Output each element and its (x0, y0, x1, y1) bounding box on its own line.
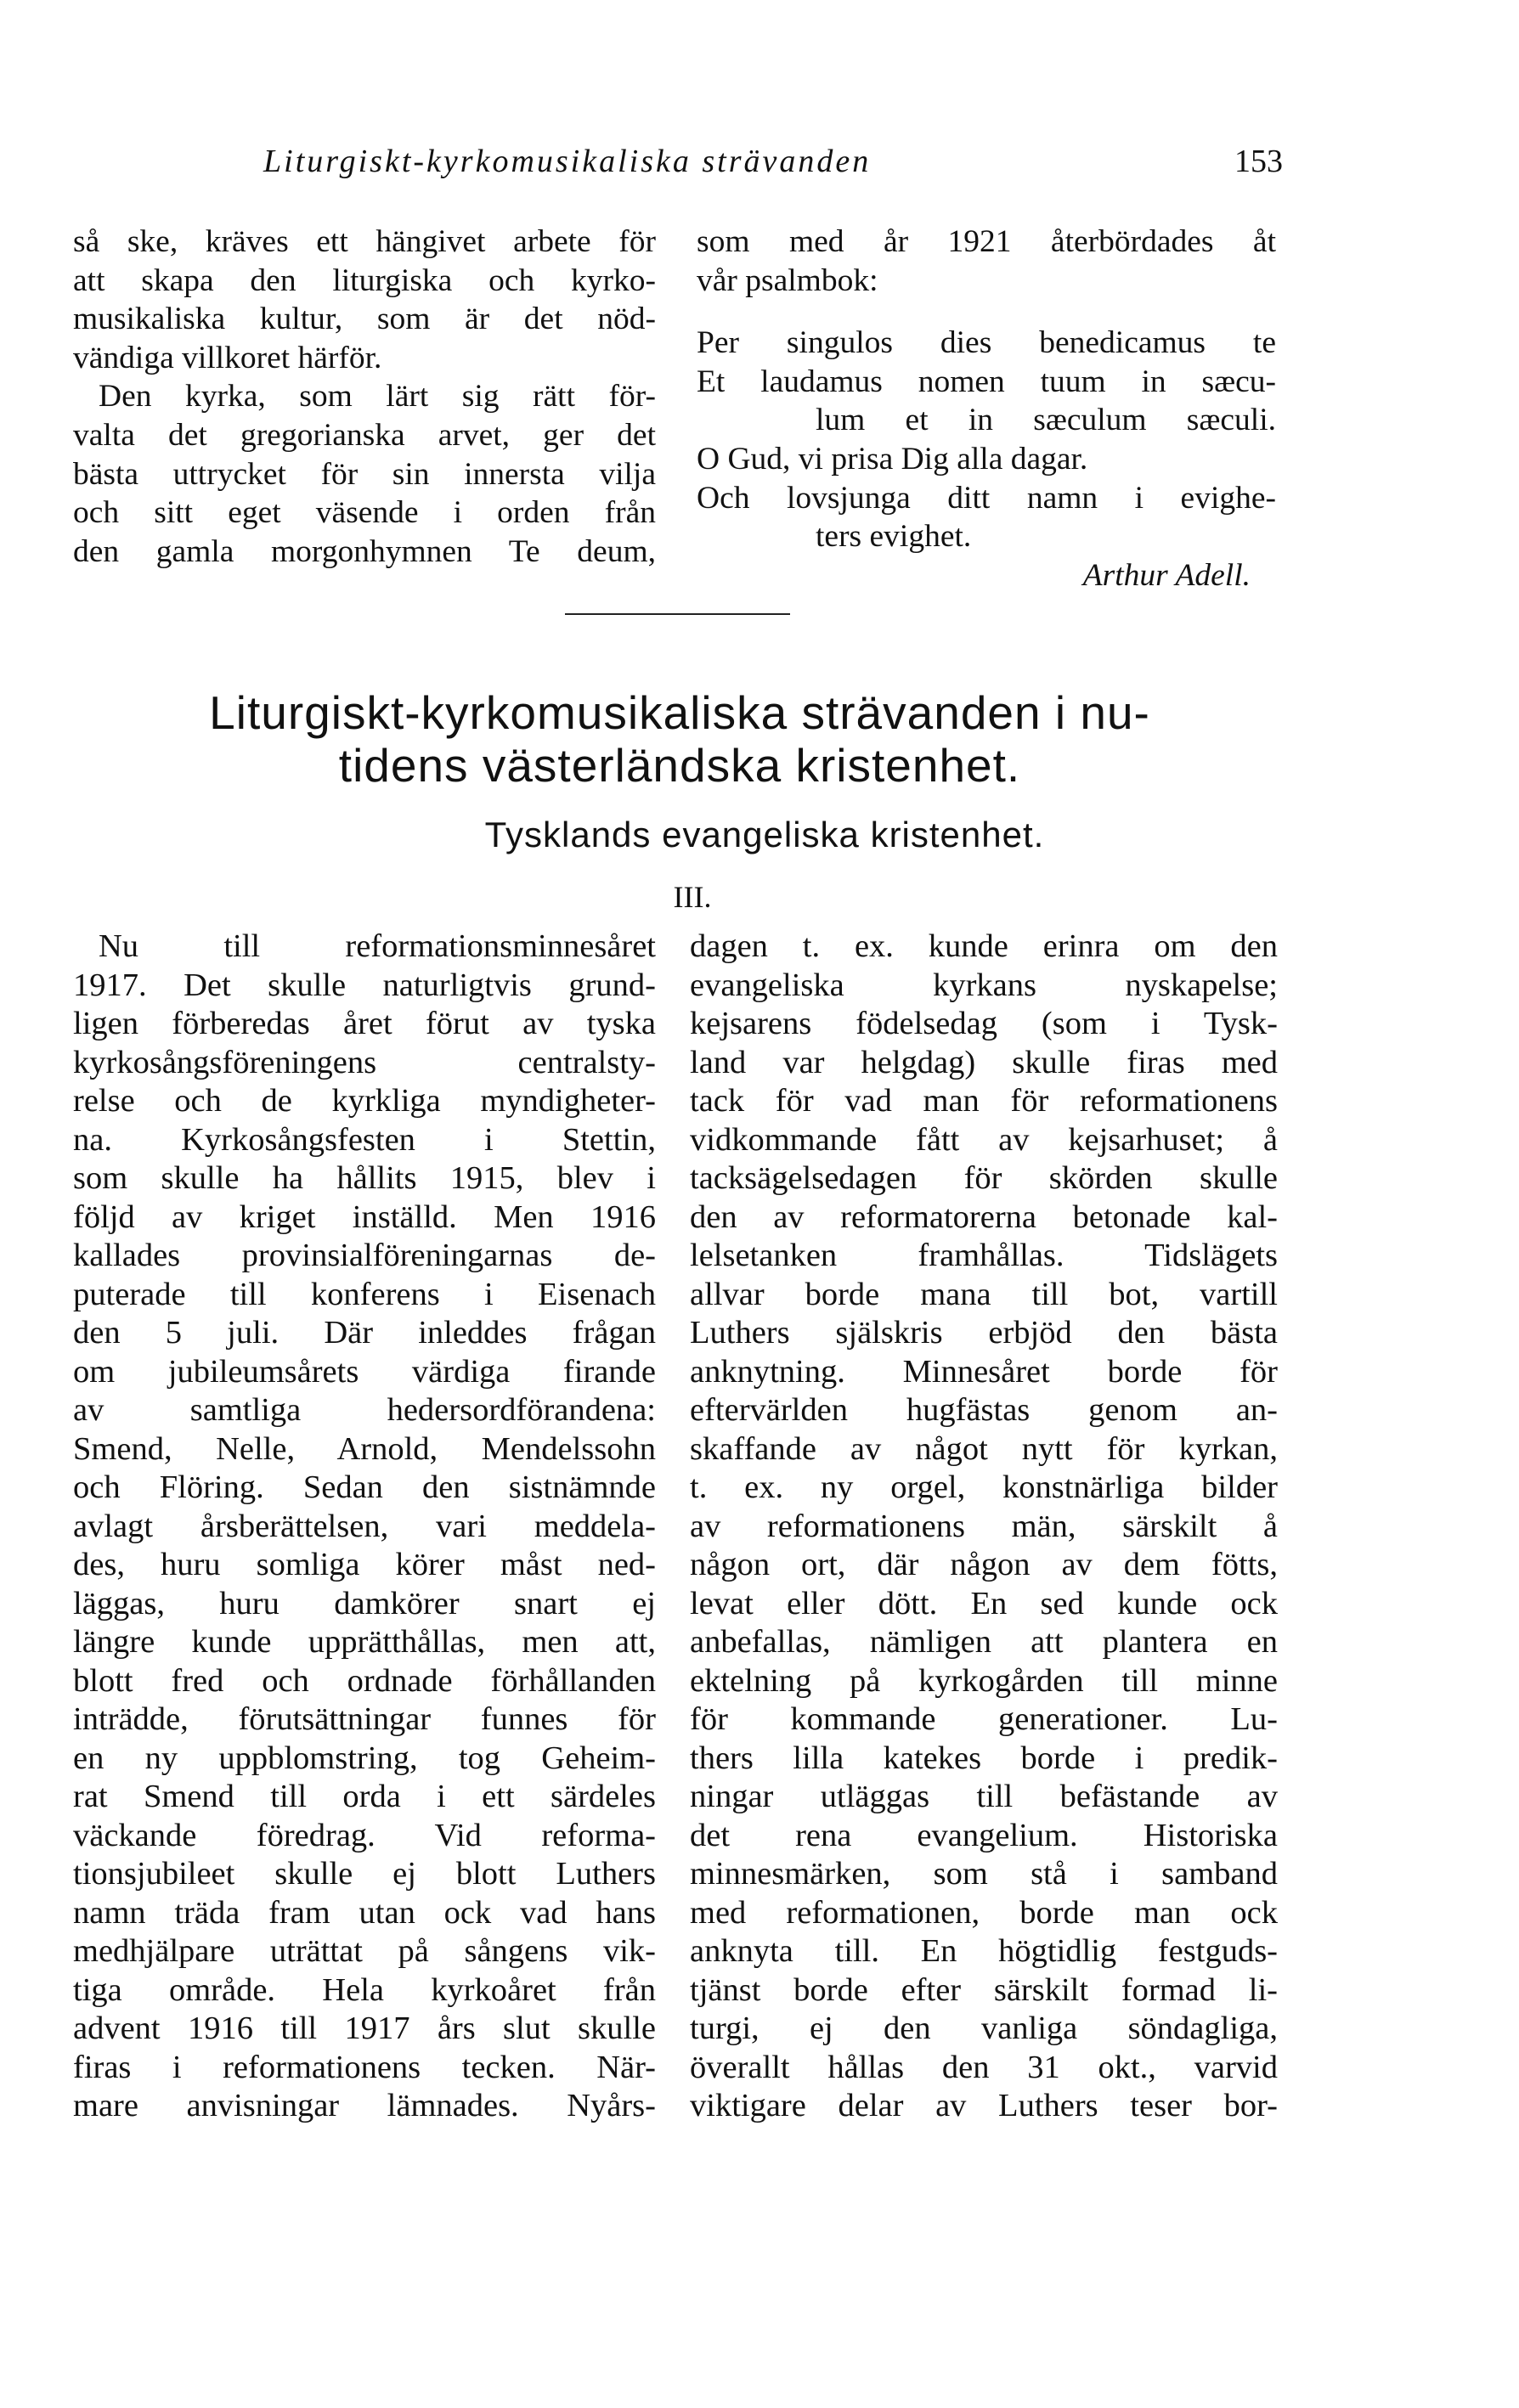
text-line: den av reformatorerna betonade kal- (690, 1198, 1278, 1235)
text-line: namn träda fram utan ock vad hans (73, 1894, 656, 1931)
text-line: minnesmärken, som stå i samband (690, 1856, 1278, 1892)
article-left-column (73, 928, 656, 2126)
text-line: Nu till reformationsminnesåret (99, 928, 656, 964)
text-line: Smend, Nelle, Arnold, Mendelssohn (73, 1430, 656, 1467)
text-line: följd av kriget inställd. Men 1916 (73, 1198, 656, 1235)
text-line: vändiga villkoret härför. (73, 340, 382, 375)
text-line: bästa uttrycket för sin innersta vilja (73, 456, 656, 492)
text-line: tiga område. Hela kyrkoåret från (73, 1971, 656, 2008)
text-line: att skapa den liturgiska och kyrko- (73, 262, 656, 298)
intro-left-column (73, 223, 656, 571)
verse-line: Och lovsjunga ditt namn i evighe- (697, 480, 1276, 516)
text-line: med reformationen, borde man ock (690, 1894, 1278, 1931)
text-line: tjänst borde efter särskilt formad li- (690, 1971, 1278, 2008)
text-line: land var helgdag) skulle firas med (690, 1044, 1278, 1080)
text-line: anbefallas, nämligen att plantera en (690, 1624, 1278, 1660)
page-number: 153 (1234, 144, 1283, 179)
text-line: anknyta till. En högtidlig festguds- (690, 1933, 1278, 1969)
text-line: mare anvisningar lämnades. Nyårs- (73, 2088, 656, 2123)
article-title (85, 686, 1274, 792)
text-line: den gamla morgonhymnen Te deum, (73, 533, 656, 569)
text-line: blott fred och ordnade förhållanden (73, 1662, 656, 1699)
text-line: vidkommande fått av kejsarhuset; å (690, 1121, 1278, 1158)
text-line: thers lilla katekes borde i predik- (690, 1740, 1278, 1776)
section-number: III. (673, 880, 712, 914)
text-line: så ske, kräves ett hängivet arbete för (73, 224, 656, 259)
text-line: ligen förberedas året förut av tyska (73, 1006, 656, 1041)
text-line: allvar borde mana till bot, vartill (690, 1276, 1278, 1312)
text-line: evangeliska kyrkans nyskapelse; (690, 967, 1278, 1003)
text-line: läggas, huru damkörer snart ej (73, 1585, 656, 1621)
verse-line: O Gud, vi prisa Dig alla dagar. (697, 441, 1088, 477)
text-line: tionsjubileet skulle ej blott Luthers (73, 1856, 656, 1892)
text-line: ningar utläggas till befästande av (690, 1779, 1278, 1814)
text-line: t. ex. ny orgel, konstnärliga bilder (690, 1469, 1278, 1505)
text-line: eftervärlden hugfästas genom an- (690, 1392, 1278, 1428)
text-line: skaffande av något nytt för kyrkan, (690, 1430, 1278, 1467)
text-line: levat eller dött. En sed kunde ock (690, 1585, 1278, 1621)
text-line: dagen t. ex. kunde erinra om den (690, 928, 1278, 964)
text-line: 1917. Det skulle naturligtvis grund- (73, 967, 656, 1003)
text-line: lelsetanken framhållas. Tidslägets (690, 1238, 1278, 1273)
text-line: rat Smend till orda i ett särdeles (73, 1779, 656, 1814)
text-line: för kommande generationer. Lu- (690, 1701, 1278, 1737)
text-line: av samtliga hedersordförandena: (73, 1392, 656, 1428)
text-line: des, huru somliga körer måst ned- (73, 1547, 656, 1582)
verse-line: lum et in sæculum sæculi. (816, 403, 1276, 438)
running-title: Liturgiskt-kyrkomusikaliska strävanden (263, 144, 872, 179)
text-line: väckande föredrag. Vid reforma- (73, 1817, 656, 1853)
text-line: en ny uppblomstring, tog Geheim- (73, 1740, 656, 1776)
text-line: av reformationens män, särskilt å (690, 1508, 1278, 1544)
text-line: kallades provinsialföreningarnas de- (73, 1238, 656, 1273)
text-line: puterade till konferens i Eisenach (73, 1276, 656, 1312)
verse-line: ters evighet. (816, 519, 972, 555)
text-line: tack för vad man för reformationens (690, 1083, 1278, 1119)
text-line: kyrkosångsföreningens centralsty- (73, 1044, 656, 1080)
text-line: na. Kyrkosångsfesten i Stettin, (73, 1121, 656, 1158)
text-line: någon ort, där någon av dem fötts, (690, 1547, 1278, 1582)
article-right-column (690, 928, 1278, 2126)
text-line: musikaliska kultur, som är det nöd- (73, 302, 656, 337)
section-divider (565, 613, 790, 615)
text-line: längre kunde upprätthållas, men att, (73, 1624, 656, 1660)
text-line: överallt hållas den 31 okt., varvid (690, 2049, 1278, 2085)
text-line: ektelning på kyrkogården till minne (690, 1662, 1278, 1699)
text-line: valta det gregorianska arvet, ger det (73, 417, 656, 453)
text-line: medhjälpare uträttat på sångens vik- (73, 1933, 656, 1969)
article-subtitle: Tysklands evangeliska kristenhet. (484, 815, 1045, 854)
text-line: och sitt eget väsende i orden från (73, 495, 656, 531)
text-line: inträdde, förutsättningar funnes för (73, 1701, 656, 1737)
article-title-line: Liturgiskt-kyrkomusikaliska strävanden i nu- (209, 686, 1150, 739)
signature: Arthur Adell. (1082, 557, 1251, 593)
text-line: tacksägelsedagen för skörden skulle (690, 1160, 1278, 1196)
text-line: avlagt årsberättelsen, vari meddela- (73, 1508, 656, 1544)
text-line: anknytning. Minnesåret borde för (690, 1353, 1278, 1390)
verse-line: Per singulos dies benedicamus te (697, 325, 1276, 361)
text-line: den 5 juli. Där inleddes frågan (73, 1315, 656, 1351)
intro-right-column (697, 223, 1276, 595)
article-title-line: tidens västerländska kristenhet. (338, 739, 1021, 792)
text-line: Luthers själskris erbjöd den bästa (690, 1315, 1278, 1351)
te-deum-verse (697, 324, 1276, 556)
text-line: och Flöring. Sedan den sistnämnde (73, 1469, 656, 1505)
text-line: det rena evangelium. Historiska (690, 1817, 1278, 1853)
text-line: vår psalmbok: (697, 262, 878, 298)
text-line: advent 1916 till 1917 års slut skulle (73, 2010, 656, 2046)
text-line: relse och de kyrkliga myndigheter- (73, 1083, 656, 1119)
text-line: turgi, ej den vanliga söndagliga, (690, 2010, 1278, 2046)
text-line: som skulle ha hållits 1915, blev i (73, 1160, 656, 1196)
text-line: om jubileumsårets värdiga firande (73, 1353, 656, 1390)
text-line: viktigare delar av Luthers teser bor- (690, 2088, 1278, 2123)
text-line: Den kyrka, som lärt sig rätt för- (99, 379, 656, 414)
text-line: som med år 1921 återbördades åt (697, 224, 1276, 259)
verse-line: Et laudamus nomen tuum in sæcu- (697, 364, 1276, 399)
text-line: kejsarens födelsedag (som i Tysk- (690, 1006, 1278, 1041)
spacer (697, 300, 1276, 324)
text-line: firas i reformationens tecken. När- (73, 2049, 656, 2085)
